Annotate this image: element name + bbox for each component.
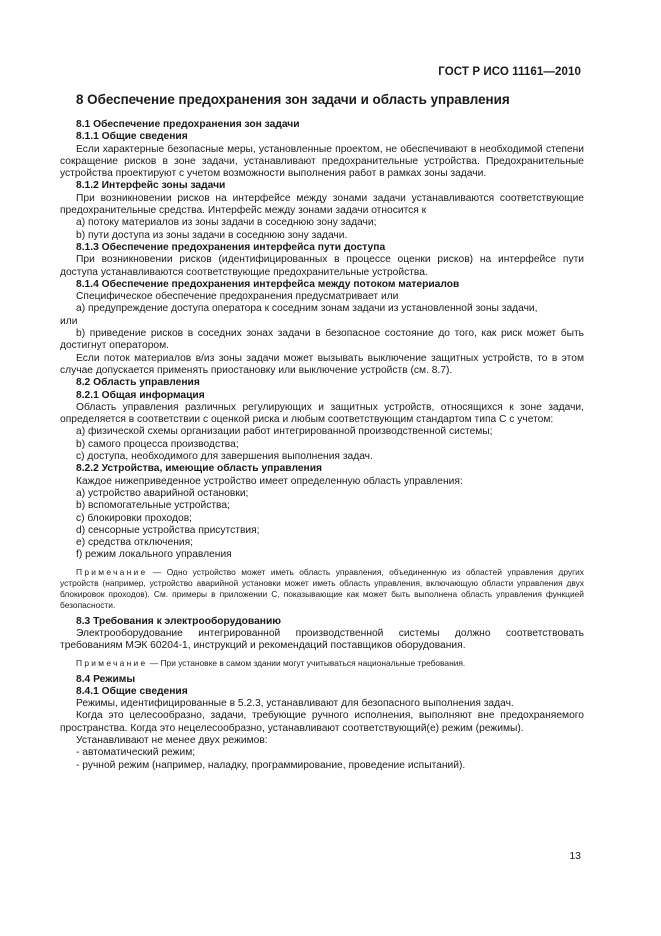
note-text: — При установке в самом здании могут учитываться национальные требования. (149, 657, 466, 668)
section-title: 8 Обеспечение предохранения зон задачи и область управления (76, 92, 510, 107)
heading-8-2-1: 8.2.1 Общая информация (76, 389, 205, 401)
list-item: f) режим локального управления (76, 549, 232, 561)
heading-8-2: 8.2 Область управления (76, 377, 200, 389)
list-item: b) вспомогательные устройства; (76, 500, 230, 512)
list-item: d) сенсорные устройства присутствия; (76, 524, 260, 536)
note-label: Примечание (76, 657, 148, 668)
paragraph: При возникновении рисков на интерфейсе между зонами задачи устанавливаются соответствующие предохранительные средства. Интерфейс между зонами задачи относится к (60, 192, 584, 217)
list-item: а) предупреждение доступа оператора к соседним зонам задачи из установленной зоны задачи, (76, 303, 538, 315)
list-item: b) пути доступа из зоны задачи в соседнюю зону задачи. (76, 229, 348, 241)
conjunction-text: или (60, 315, 78, 327)
paragraph: Каждое нижеприведенное устройство имеет определенную область управления: (76, 475, 463, 487)
heading-8-1-1: 8.1.1 Общие сведения (76, 131, 188, 143)
heading-8-1: 8.1 Обеспечение предохранения зон задачи (76, 119, 300, 130)
paragraph: Область управления различных регулирующих и защитных устройств, относящихся к зоне задачи, определяется в соответствии с оценкой риска и любым соответствующим стандартом типа С с учетом: (60, 401, 584, 426)
page-number: 13 (569, 850, 581, 862)
list-item: - автоматический режим; (76, 747, 196, 759)
list-item: b) самого процесса производства; (76, 438, 239, 450)
heading-8-3: 8.3 Требования к электрооборудованию (76, 615, 282, 627)
note-text: — Одно устройство может иметь область управления, объединенную из областей управления других устройств (например, устройство аварийной установки может иметь область управления, включающую области управления двух блокировок проходов). См. примеры в приложении С, показывающие как может быть выполнена область управления функцией безопасности. (60, 566, 584, 610)
list-item: е) средства отключения; (76, 537, 193, 549)
paragraph: Электрооборудование интегрированной производственной системы должно соответствовать требованиям МЭК 60204-1, инструкций и рекомендаций поставщиков оборудования. (60, 627, 584, 652)
list-item: а) потоку материалов из зоны задачи в соседнюю зону задачи; (76, 217, 377, 229)
note (60, 658, 584, 669)
paragraph: Когда это целесообразно, задачи, требующие ручного исполнения, выполняют вне предохраняемого пространства. Когда это нецелесообразно, устанавливают соответствующий(е) режим (режимы). (60, 710, 584, 734)
paragraph: Специфическое обеспечение предохранения предусматривает или (76, 291, 399, 303)
document-id: ГОСТ Р ИСО 11161—2010 (438, 66, 581, 78)
list-item: b) приведение рисков в соседних зонах задачи в безопасное состояние до того, как риск может быть достигнут оператором. (60, 328, 584, 352)
heading-8-1-4: 8.1.4 Обеспечение предохранения интерфейса между потоком материалов (76, 278, 460, 290)
paragraph: Устанавливают не менее двух режимов: (76, 735, 268, 747)
note (60, 567, 584, 611)
list-item: - ручной режим (например, наладку, программирование, проведение испытаний). (76, 759, 466, 771)
heading-8-1-2: 8.1.2 Интерфейс зоны задачи (76, 180, 226, 192)
note-label: Примечание (76, 566, 148, 577)
paragraph: Режимы, идентифицированные в 5.2.3, устанавливают для безопасного выполнения задач. (76, 698, 514, 710)
list-item: с) доступа, необходимого для завершения выполнения задач. (76, 451, 373, 463)
heading-8-4: 8.4 Режимы (76, 673, 136, 685)
paragraph: Если характерные безопасные меры, установленные проектом, не обеспечивают в необходимой степени сокращение рисков в зоне задачи, устанавливают предохранительные устройства. Предохранительные устройства проектируют с учетом возможности выполнения работ в рамках зоны задачи. (60, 143, 584, 180)
list-item: а) физической схемы организации работ интегрированной производственной системы; (76, 426, 493, 438)
page-body (60, 92, 584, 772)
heading-8-1-3: 8.1.3 Обеспечение предохранения интерфейса пути доступа (76, 241, 386, 253)
paragraph: Если поток материалов в/из зоны задачи может вызывать выключение защитных устройств, то в этом случае допускается применять приостановку или выключение устройств (см. 8.7). (60, 352, 584, 376)
list-item: а) устройство аварийной остановки; (76, 487, 249, 499)
heading-8-2-2: 8.2.2 Устройства, имеющие область управления (76, 463, 323, 475)
paragraph: При возникновении рисков (идентифицированных в процессе оценки рисков) на интерфейсе пути доступа устанавливаются соответствующие предохранительные устройства. (60, 254, 584, 278)
heading-8-4-1: 8.4.1 Общие сведения (76, 685, 188, 697)
list-item: с) блокировки проходов; (76, 512, 193, 524)
